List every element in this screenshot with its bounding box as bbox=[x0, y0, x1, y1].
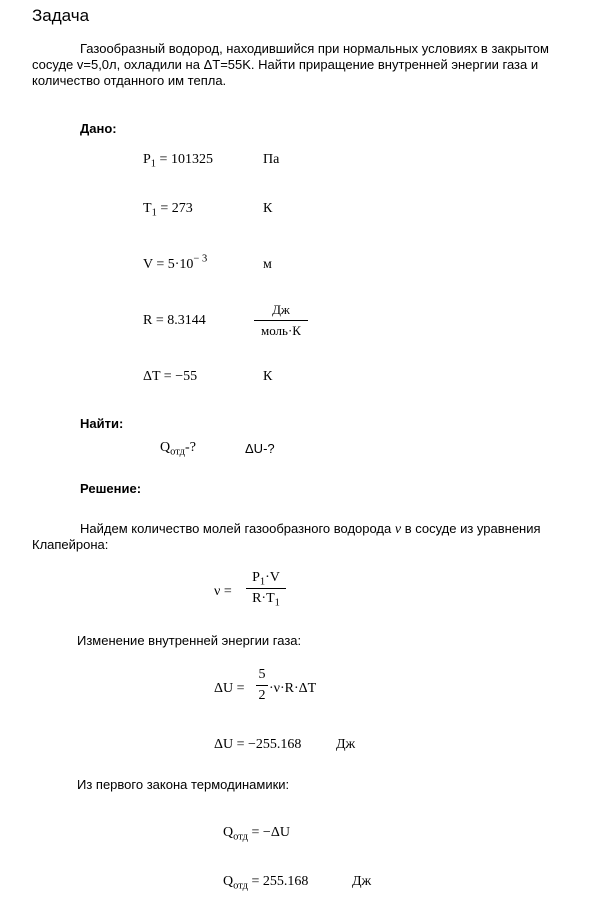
problem-line-1: Газообразный водород, находившийся при нормальных условиях в закрытом bbox=[80, 41, 549, 56]
pressure-unit: Па bbox=[263, 152, 280, 167]
find-heat-subscript: отд bbox=[170, 446, 186, 458]
heat-formula-rhs: = −ΔU bbox=[248, 825, 290, 840]
energy-frac-denominator: 2 bbox=[258, 688, 266, 703]
given-delta-temperature: ΔT = −55 bbox=[143, 369, 198, 384]
problem-line-2: сосуде v=5,0л, охладили на ΔT=55K. Найти приращение внутренней энергии газа и bbox=[32, 57, 539, 72]
find-heat bbox=[160, 440, 196, 456]
fraction-bar bbox=[254, 320, 308, 321]
given-gas-constant: R = 8.3144 bbox=[143, 313, 206, 328]
volume-exponent: − 3 bbox=[193, 253, 208, 265]
heat-result-symbol: Q bbox=[223, 874, 234, 889]
fraction-bar bbox=[246, 588, 286, 589]
gas-constant-unit bbox=[254, 302, 308, 339]
delta-temperature-unit: К bbox=[263, 369, 273, 384]
moles-num-tail: ·V bbox=[265, 570, 280, 585]
energy-result: ΔU = −255.168 bbox=[214, 737, 302, 752]
solution-intro-line-1 bbox=[80, 521, 541, 538]
given-heading: Дано: bbox=[80, 121, 117, 136]
moles-numerator bbox=[246, 570, 286, 586]
heat-result bbox=[223, 874, 308, 890]
fraction-bar bbox=[256, 685, 268, 686]
heat-result-value: = 255.168 bbox=[248, 874, 309, 889]
intro-text-start: Найдем количество молей газообразного водорода bbox=[80, 521, 395, 536]
find-heat-symbol: Q bbox=[160, 440, 171, 455]
find-energy: ΔU-? bbox=[245, 441, 275, 456]
moles-denominator bbox=[246, 591, 286, 607]
problem-line-3: количество отданного им тепла. bbox=[32, 73, 227, 88]
energy-formula-lhs: ΔU = bbox=[214, 681, 245, 696]
moles-fraction bbox=[246, 570, 286, 607]
moles-num-subscript: 1 bbox=[259, 576, 266, 588]
given-temperature bbox=[143, 201, 193, 217]
energy-frac-numerator: 5 bbox=[258, 667, 266, 682]
solution-heading: Решение: bbox=[80, 481, 142, 496]
page-title: Задача bbox=[32, 6, 90, 25]
temperature-subscript: 1 bbox=[151, 207, 157, 219]
moles-den-symbol: R·T bbox=[252, 591, 275, 606]
intro-nu-symbol: ν bbox=[394, 522, 402, 537]
temperature-symbol: T bbox=[143, 201, 152, 216]
heat-result-subscript: отд bbox=[233, 880, 249, 892]
pressure-equals: = bbox=[156, 152, 171, 167]
moles-num-symbol: P bbox=[252, 570, 260, 585]
heat-formula-symbol: Q bbox=[223, 825, 234, 840]
first-law-text: Из первого закона термодинамики: bbox=[77, 777, 290, 792]
volume-expression: V = 5·10 bbox=[143, 257, 194, 272]
pressure-symbol: P bbox=[143, 152, 151, 167]
pressure-subscript: 1 bbox=[150, 158, 157, 170]
temperature-unit: К bbox=[263, 201, 273, 216]
given-pressure bbox=[143, 152, 213, 168]
solution-intro-line-2: Клапейрона: bbox=[32, 537, 109, 552]
find-heat-question: -? bbox=[185, 440, 196, 455]
heat-result-unit: Дж bbox=[352, 874, 372, 889]
energy-formula-fraction bbox=[256, 667, 268, 704]
gas-constant-unit-numerator: Дж bbox=[272, 302, 290, 317]
gas-constant-unit-denominator: моль·К bbox=[261, 323, 301, 338]
heat-formula bbox=[223, 825, 290, 841]
temperature-value: 273 bbox=[171, 201, 193, 216]
moles-lhs: ν = bbox=[214, 584, 232, 599]
heat-formula-subscript: отд bbox=[233, 831, 249, 843]
volume-unit: м bbox=[263, 257, 272, 272]
temperature-equals: = bbox=[156, 201, 172, 216]
energy-formula-rhs: ·ν·R·ΔT bbox=[269, 681, 317, 696]
given-volume bbox=[143, 253, 208, 273]
find-heading: Найти: bbox=[80, 416, 124, 431]
moles-den-subscript: 1 bbox=[274, 597, 280, 609]
energy-result-unit: Дж bbox=[336, 737, 356, 752]
intro-text-end: в сосуде из уравнения bbox=[401, 521, 541, 536]
energy-text: Изменение внутренней энергии газа: bbox=[77, 633, 302, 648]
pressure-value: 101325 bbox=[170, 152, 213, 167]
